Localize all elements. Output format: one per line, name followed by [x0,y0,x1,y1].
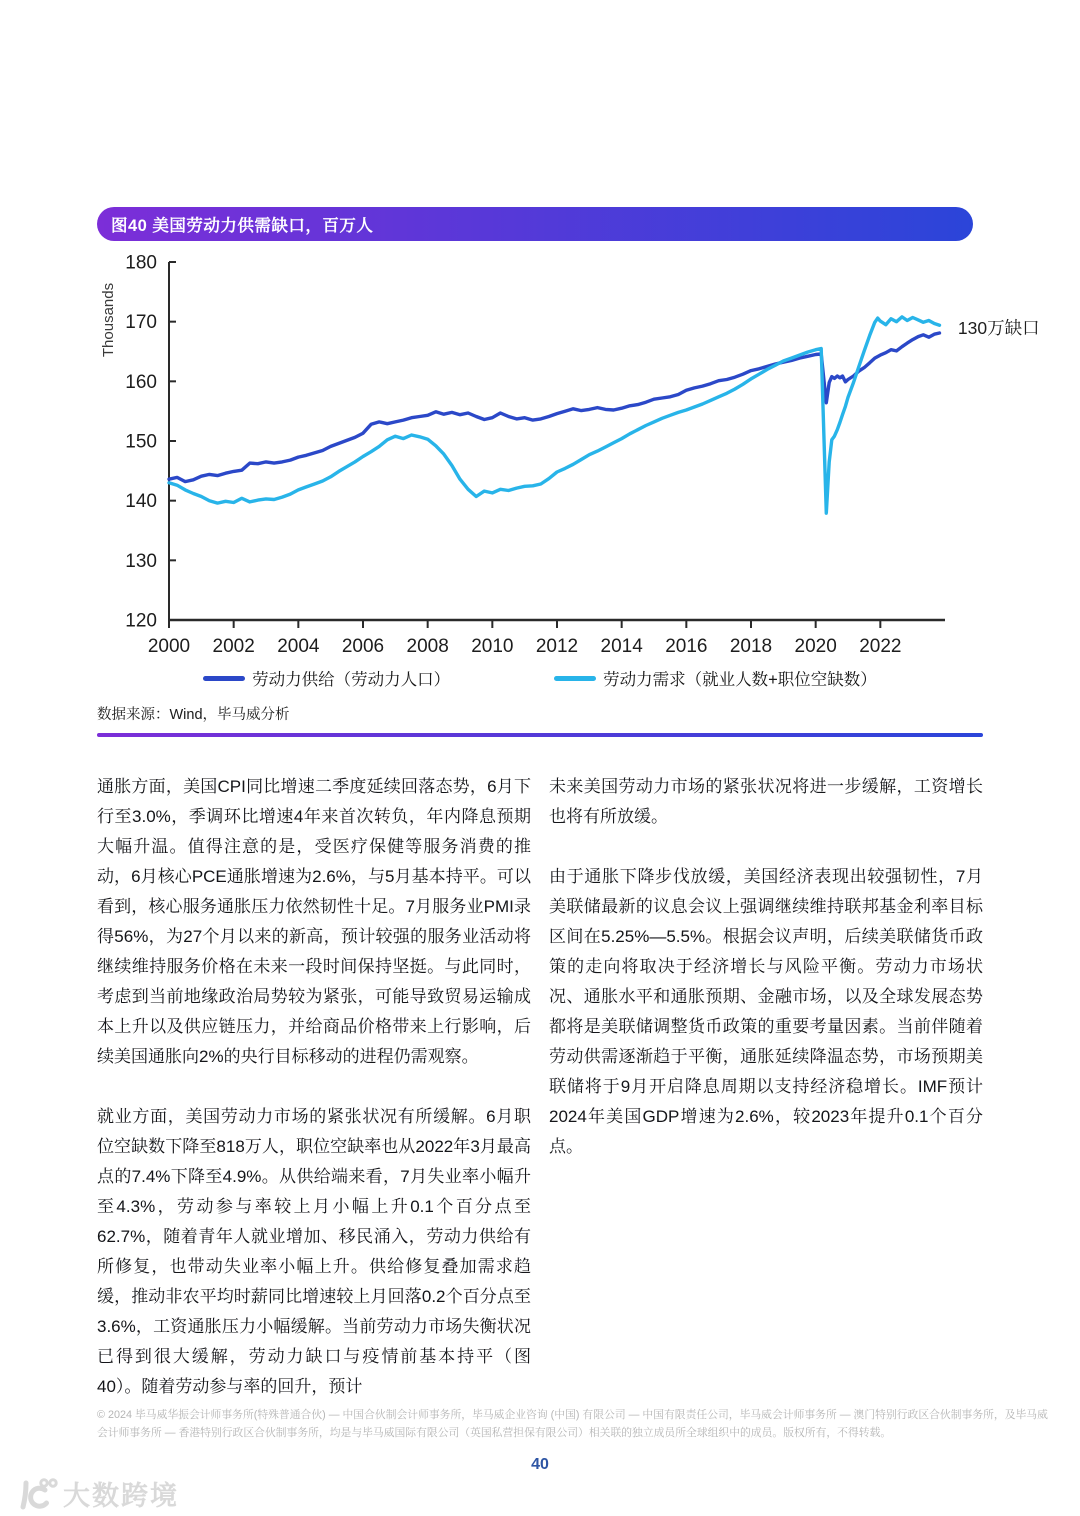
svg-text:2006: 2006 [341,636,385,657]
svg-text:2000: 2000 [147,636,191,657]
labor-gap-chart-container [97,254,1047,666]
figure-title: 图40 美国劳动力供需缺口，百万人 [111,217,374,235]
svg-text:120: 120 [125,610,157,632]
svg-text:160: 160 [125,371,157,393]
paragraph: 由于通胀下降步伐放缓，美国经济表现出较强韧性，7月美联储最新的议息会议上强调继续维持联邦基金利率目标区间在5.25%—5.5%。根据会议声明，后续美联储货币政策的走向将取决于经济增长与风险平衡。劳动力市场状况、通胀水平和通胀预期、金融市场，以及全球发展态势都将是美联储调整货币政策的重要考量因素。当前伴随着劳动供需逐渐趋于平衡，通胀延续降温态势，市场预期美联储将于9月开启降息周期以支持经济稳增长。IMF预计2024年美国GDP增速为2.6%，较2023年提升0.1个百分点。 [549,867,983,1156]
labor-gap-chart [97,254,1047,666]
svg-text:150: 150 [125,431,157,453]
content-area [97,207,1040,1402]
body-right-column [549,772,983,1402]
legend-line-swatch [203,676,245,681]
svg-text:2012: 2012 [535,636,579,657]
svg-text:Thousands: Thousands [100,282,117,358]
svg-text:140: 140 [125,491,157,513]
paragraph: 就业方面，美国劳动力市场的紧张状况有所缓解。6月职位空缺数下降至818万人，职位空缺率也从2022年3月最高点的7.4%下降至4.9%。从供给端来看，7月失业率小幅升至4.3%，劳动参与率较上月小幅上升0.1个百分点至62.7%，随着青年人就业增加、移民涌入，劳动力供给有所修复，也带动失业率小幅上升。供给修复叠加需求趋缓，推动非农平均时薪同比增速较上月回落0.2个百分点至3.6%，工资通胀压力小幅缓解。当前劳动力市场失衡状况已得到很大缓解，劳动力缺口与疫情前基本持平（图40）。随着劳动参与率的回升，预计 [97,1107,531,1396]
svg-text:2008: 2008 [406,636,449,657]
svg-text:2002: 2002 [212,636,255,657]
chart-legend [97,666,983,690]
page-number: 40 [531,1456,549,1473]
svg-text:2022: 2022 [859,636,902,657]
svg-text:180: 180 [125,252,157,274]
body-left-column [97,772,531,1402]
svg-text:2014: 2014 [600,636,643,657]
svg-text:2016: 2016 [665,636,708,657]
svg-text:130: 130 [125,550,157,572]
svg-text:2004: 2004 [277,636,320,657]
copyright-footer: © 2024 毕马威华振会计师事务所(特殊普通合伙) — 中国合伙制会计师事务所，毕马威企业咨询 (中国) 有限公司 — 中国有限责任公司，毕马威会计师事务所 — 澳门特别行政区合伙制事务所，及毕马威会计师事务所 — 香港特别行政区合伙制事务所，均是与毕马威国际有限公司（英国私营担保有限公司）相关联的独立成员所全球组织中的成员。版权所有，不得转载。 [97,1409,1048,1439]
svg-text:2010: 2010 [471,636,514,657]
legend-item-supply [203,666,450,690]
legend-label: 劳动力需求（就业人数+职位空缺数） [603,671,877,689]
paragraph: 通胀方面，美国CPI同比增速二季度延续回落态势，6月下行至3.0%，季调环比增速4年来首次转负，年内降息预期大幅升温。值得注意的是，受医疗保健等服务消费的推动，6月核心PCE通胀增速为2.6%，与5月基本持平。可以看到，核心服务通胀压力依然韧性十足。7月服务业PMI录得56%，为27个月以来的新高，预计较强的服务业活动将继续维持服务价格在未来一段时间保持坚挺。与此同时，考虑到当前地缘政治局势较为紧张，可能导致贸易运输成本上升以及供应链压力，并给商品价格带来上行影响，后续美国通胀向2%的央行目标移动的进程仍需观察。 [97,777,531,1066]
watermark [16,1474,179,1513]
watermark-logo-icon [16,1477,58,1511]
legend-item-demand [554,666,877,690]
watermark-text: 大数跨境 [63,1481,179,1511]
svg-text:2020: 2020 [794,636,837,657]
legend-label: 劳动力供给（劳动力人口） [252,671,451,689]
paragraph: 未来美国劳动力市场的紧张状况将进一步缓解，工资增长也将有所放缓。 [549,777,983,826]
svg-text:170: 170 [125,312,157,334]
gradient-divider [97,733,983,737]
svg-text:2018: 2018 [729,636,773,657]
data-source-label: 数据来源：Wind，毕马威分析 [97,707,290,723]
figure-title-banner [97,207,973,241]
legend-line-swatch [554,676,596,681]
body-text [97,772,983,1402]
svg-text:130万缺口: 130万缺口 [957,318,1040,339]
